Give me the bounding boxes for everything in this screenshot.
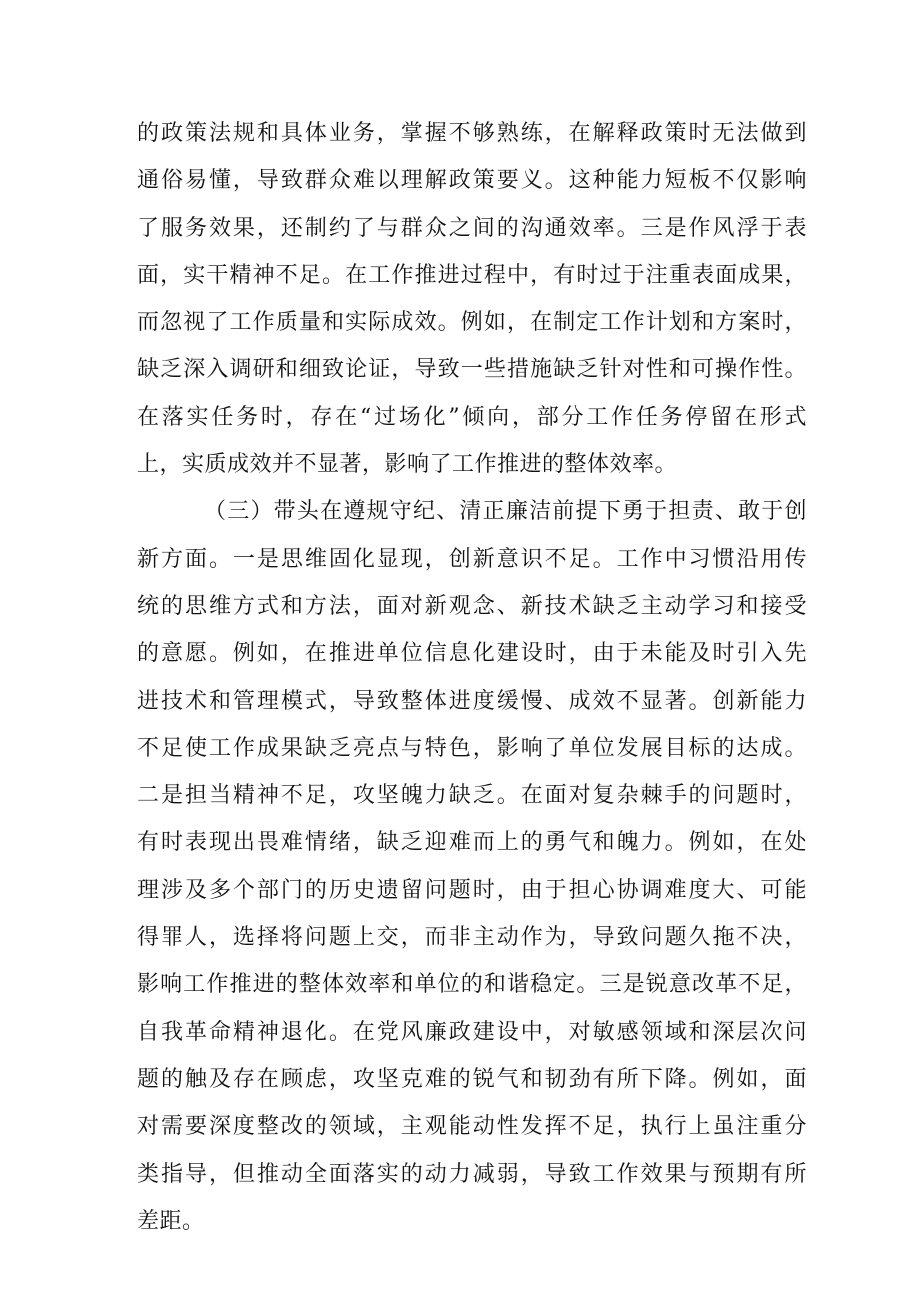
text-line: 二是担当精神不足，攻坚魄力缺乏。在面对复杂棘手的问题时， [137,783,807,809]
text-line: 统的思维方式和方法，面对新观念、新技术缺乏主动学习和接受 [137,593,807,619]
section-heading-line: （三）带头在遵规守纪、清正廉洁前提下勇于担责、敢于创 [204,499,807,525]
text-line: 上，实质成效并不显著，影响了工作推进的整体效率。 [137,452,678,478]
text-line: 新方面。一是思维固化显现，创新意识不足。工作中习惯沿用传 [137,546,807,572]
text-line: 了服务效果，还制约了与群众之间的沟通效率。三是作风浮于表 [137,215,807,241]
text-line: 差距。 [137,1208,205,1234]
text-line: 对需要深度整改的领域，主观能动性发挥不足，执行上虽注重分 [137,1114,807,1140]
text-line: 有时表现出畏难情绪，缺乏迎难而上的勇气和魄力。例如，在处 [137,830,807,856]
text-line: 类指导，但推动全面落实的动力减弱，导致工作效果与预期有所 [137,1161,807,1187]
text-line: 面，实干精神不足。在工作推进过程中，有时过于注重表面成果， [137,262,807,288]
text-line: 影响工作推进的整体效率和单位的和谐稳定。三是锐意改革不足， [137,972,807,998]
text-line: 而忽视了工作质量和实际成效。例如，在制定工作计划和方案时， [137,310,807,336]
text-line: 得罪人，选择将问题上交，而非主动作为，导致问题久拖不决， [137,925,807,951]
text-line: 在落实任务时，存在“过场化”倾向，部分工作任务停留在形式 [137,404,807,430]
text-line: 自我革命精神退化。在党风廉政建设中，对敏感领域和深层次问 [137,1019,807,1045]
body-text [137,110,807,1245]
text-line: 不足使工作成果缺乏亮点与特色，影响了单位发展目标的达成。 [137,735,807,761]
text-line: 通俗易懂，导致群众难以理解政策要义。这种能力短板不仅影响 [137,168,807,194]
text-line: 的政策法规和具体业务，掌握不够熟练，在解释政策时无法做到 [137,121,807,146]
text-line: 题的触及存在顾虑，攻坚克难的锐气和韧劲有所下降。例如，面 [137,1066,807,1092]
text-line: 的意愿。例如，在推进单位信息化建设时，由于未能及时引入先 [137,641,807,667]
text-line: 理涉及多个部门的历史遗留问题时，由于担心协调难度大、可能 [137,877,807,903]
text-line: 缺乏深入调研和细致论证，导致一些措施缺乏针对性和可操作性。 [137,357,807,383]
text-line: 进技术和管理模式，导致整体进度缓慢、成效不显著。创新能力 [137,688,807,714]
